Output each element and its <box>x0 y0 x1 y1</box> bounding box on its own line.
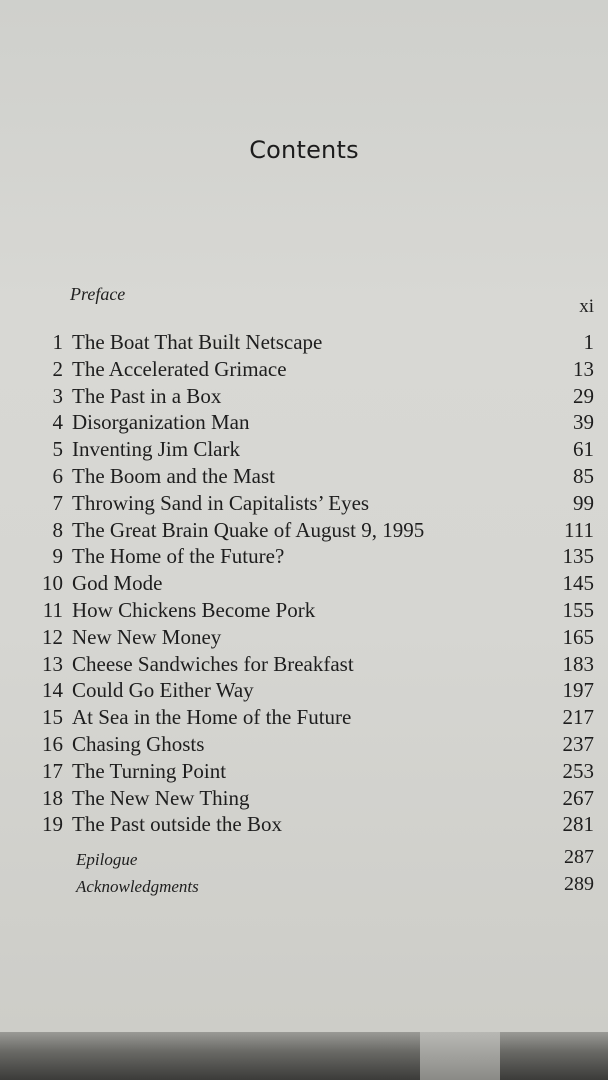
chapter-page-number: 267 <box>562 785 594 810</box>
page-title: Contents <box>249 136 359 164</box>
chapter-page-number: 281 <box>562 812 594 837</box>
page-shadow <box>0 1032 608 1080</box>
toc-entry <box>0 678 608 705</box>
next-page-edge <box>420 1032 500 1080</box>
backmatter-page-number: 289 <box>564 873 594 895</box>
chapter-number: 16 <box>42 731 63 756</box>
chapter-title: God Mode <box>72 571 163 596</box>
toc-entry <box>0 812 608 839</box>
chapter-number: 3 <box>52 383 63 408</box>
toc-entry <box>0 464 608 491</box>
toc-entry <box>0 625 608 652</box>
chapter-page-number: 99 <box>573 490 594 515</box>
chapter-title: The Boom and the Mast <box>72 463 275 488</box>
chapter-title: The Turning Point <box>72 758 227 783</box>
chapter-number: 7 <box>52 490 63 515</box>
chapter-number: 5 <box>52 437 63 462</box>
chapter-number: 13 <box>42 651 63 676</box>
chapter-page-number: 1 <box>583 330 594 354</box>
chapter-number: 14 <box>42 678 63 703</box>
backmatter-entry <box>0 846 608 873</box>
chapter-number: 12 <box>42 624 63 649</box>
chapter-page-number: 39 <box>573 410 594 435</box>
chapter-title: Disorganization Man <box>72 410 250 435</box>
toc-entry <box>0 437 608 464</box>
toc-entry <box>0 330 608 357</box>
chapter-title: New New Money <box>72 624 222 649</box>
chapter-list <box>0 330 608 839</box>
toc-entry <box>0 357 608 384</box>
chapter-title: The Past outside the Box <box>72 812 282 837</box>
backmatter-page-number: 287 <box>564 846 594 868</box>
chapter-title: The New New Thing <box>72 785 250 810</box>
chapter-number: 17 <box>42 758 63 783</box>
chapter-number: 1 <box>52 330 63 354</box>
toc-entry <box>0 518 608 545</box>
chapter-page-number: 85 <box>573 463 594 488</box>
toc-entry <box>0 544 608 571</box>
chapter-page-number: 145 <box>562 571 594 596</box>
toc-entry <box>0 652 608 679</box>
chapter-title: Throwing Sand in Capitalists’ Eyes <box>72 490 370 515</box>
chapter-page-number: 197 <box>562 678 594 703</box>
preface-page-number: xi <box>579 296 594 317</box>
chapter-page-number: 253 <box>562 758 594 783</box>
chapter-page-number: 217 <box>562 705 594 730</box>
toc-entry <box>0 410 608 437</box>
toc-entry <box>0 598 608 625</box>
chapter-title: How Chickens Become Pork <box>72 597 316 622</box>
chapter-title: The Great Brain Quake of August 9, 1995 <box>72 517 425 542</box>
toc-entry <box>0 384 608 411</box>
backmatter-title: Acknowledgments <box>76 877 199 896</box>
chapter-number: 18 <box>42 785 63 810</box>
chapter-number: 2 <box>52 356 63 381</box>
chapter-page-number: 29 <box>573 383 594 408</box>
chapter-title: Inventing Jim Clark <box>72 437 240 462</box>
chapter-number: 11 <box>42 597 63 622</box>
chapter-title: The Home of the Future? <box>72 544 285 569</box>
chapter-page-number: 183 <box>562 651 594 676</box>
chapter-title: Could Go Either Way <box>72 678 254 703</box>
backmatter-list <box>0 846 608 900</box>
chapter-page-number: 111 <box>564 517 594 542</box>
chapter-number: 10 <box>42 571 63 596</box>
chapter-title: At Sea in the Home of the Future <box>72 705 352 730</box>
toc-entry <box>0 571 608 598</box>
chapter-page-number: 135 <box>562 544 594 569</box>
chapter-number: 8 <box>52 517 63 542</box>
chapter-title: The Boat That Built Netscape <box>72 330 323 354</box>
toc-entry <box>0 491 608 518</box>
chapter-page-number: 155 <box>562 597 594 622</box>
chapter-number: 15 <box>42 705 63 730</box>
chapter-number: 19 <box>42 812 63 837</box>
chapter-title: The Accelerated Grimace <box>72 356 287 381</box>
chapter-page-number: 165 <box>562 624 594 649</box>
toc-entry <box>0 786 608 813</box>
chapter-number: 4 <box>52 410 63 435</box>
chapter-page-number: 13 <box>573 356 594 381</box>
chapter-number: 9 <box>52 544 63 569</box>
backmatter-entry <box>0 873 608 900</box>
chapter-title: Chasing Ghosts <box>72 731 205 756</box>
chapter-title: Cheese Sandwiches for Breakfast <box>72 651 354 676</box>
toc-entry <box>0 732 608 759</box>
toc-entry <box>0 759 608 786</box>
chapter-title: The Past in a Box <box>72 383 222 408</box>
preface-label: Preface <box>70 284 126 304</box>
chapter-number: 6 <box>52 463 63 488</box>
chapter-page-number: 61 <box>573 437 594 462</box>
chapter-page-number: 237 <box>562 731 594 756</box>
toc-entry <box>0 705 608 732</box>
backmatter-title: Epilogue <box>76 850 138 869</box>
